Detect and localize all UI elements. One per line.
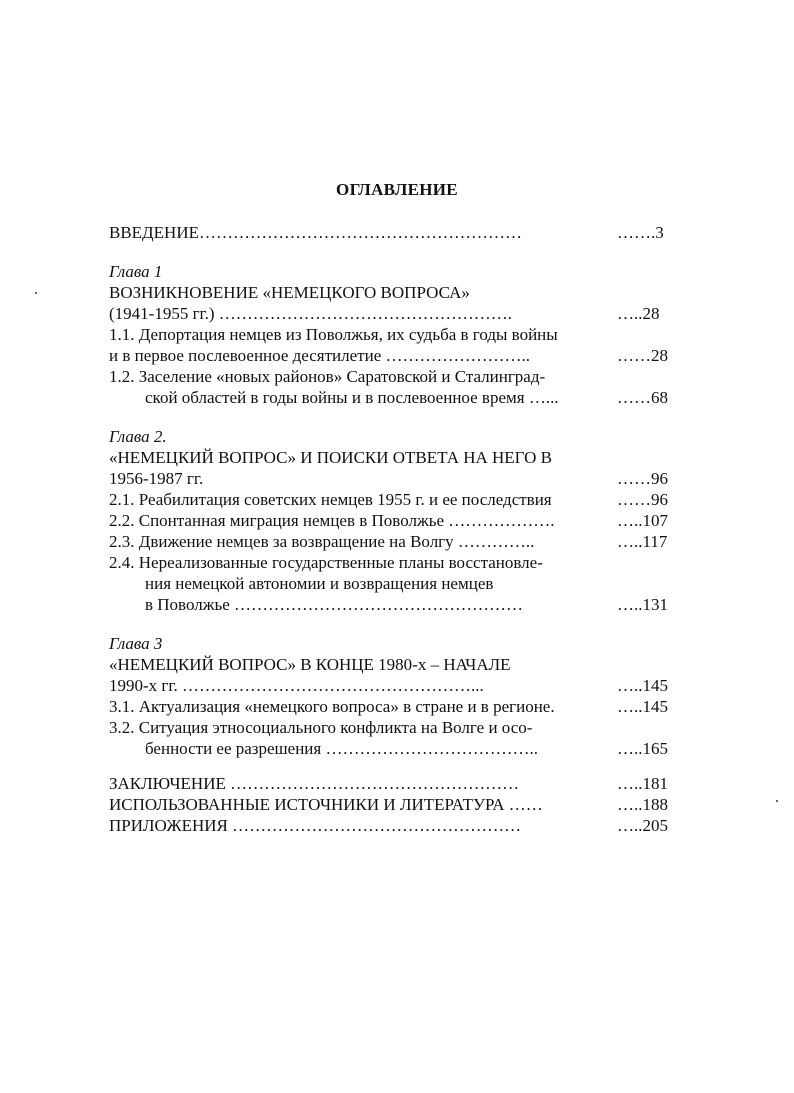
toc-entry-1-2-line1[interactable]: 1.2. Заселение «новых районов» Саратовской и Сталинград-	[109, 367, 546, 386]
toc-entry-page: ……96	[617, 469, 668, 488]
toc-entry-text: ской областей в годы войны и в послевоенное время …...	[145, 388, 559, 407]
toc-entry-page: …..145	[617, 697, 668, 716]
toc-entry-text: ВВЕДЕНИЕ…………………………………………………	[109, 223, 522, 242]
toc-entry-page: …..117	[617, 532, 668, 551]
toc-entry-chapter-2[interactable]	[109, 468, 679, 489]
toc-entry-text: 2.3. Движение немцев за возвращение на Волгу …………..	[109, 532, 535, 551]
toc-entry-page: …..188	[617, 795, 668, 814]
toc-entry-page: …..107	[617, 511, 668, 530]
stray-mark-right	[776, 800, 778, 802]
table-of-contents	[109, 222, 679, 836]
chapter-2-heading: «НЕМЕЦКИЙ ВОПРОС» И ПОИСКИ ОТВЕТА НА НЕГО В	[109, 448, 552, 467]
toc-entry-text: 3.1. Актуализация «немецкого вопроса» в стране и в регионе.	[109, 697, 555, 716]
toc-entry-2-4-line1[interactable]: 2.4. Нереализованные государственные планы восстановле-	[109, 553, 543, 572]
toc-entry-2-4-line2[interactable]: ния немецкой автономии и возвращения немцев	[145, 574, 494, 593]
toc-entry-text: бенности ее разрешения ………………………………..	[145, 739, 538, 758]
toc-entry-page: …..28	[617, 304, 660, 323]
toc-entry-text: ПРИЛОЖЕНИЯ ……………………………………………	[109, 816, 522, 835]
toc-entry-text: и в первое послевоенное десятилетие ……………………..	[109, 346, 530, 365]
toc-entry-3-1[interactable]	[109, 696, 679, 717]
toc-entry-1-1-line1[interactable]: 1.1. Депортация немцев из Поволжья, их судьба в годы войны	[109, 325, 558, 344]
toc-entry-text: ИСПОЛЬЗОВАННЫЕ ИСТОЧНИКИ И ЛИТЕРАТУРА ……	[109, 795, 543, 814]
toc-entry-2-4[interactable]	[109, 594, 679, 615]
toc-entry-text: 2.2. Спонтанная миграция немцев в Поволжье ……………….	[109, 511, 555, 530]
toc-entry-text: в Поволжье ……………………………………………	[145, 595, 524, 614]
toc-entry-chapter-1[interactable]	[109, 303, 679, 324]
chapter-1-heading: ВОЗНИКНОВЕНИЕ «НЕМЕЦКОГО ВОПРОСА»	[109, 283, 470, 302]
toc-entry-text: (1941-1955 гг.) …………………………………………….	[109, 304, 513, 323]
toc-entry-3-2[interactable]	[109, 738, 679, 759]
toc-entry-page: …..131	[617, 595, 668, 614]
toc-entry-page: …..165	[617, 739, 668, 758]
toc-entry-conclusion[interactable]	[109, 773, 679, 794]
toc-entry-3-2-line1[interactable]: 3.2. Ситуация этносоциального конфликта на Волге и осо-	[109, 718, 533, 737]
toc-entry-page: …….3	[617, 223, 664, 242]
toc-entry-2-2[interactable]	[109, 510, 679, 531]
toc-entry-chapter-3[interactable]	[109, 675, 679, 696]
chapter-1-label: Глава 1	[109, 262, 163, 281]
toc-entry-2-1[interactable]	[109, 489, 679, 510]
toc-entry-page: ……96	[617, 490, 668, 509]
chapter-3-label: Глава 3	[109, 634, 163, 653]
toc-entry-text: ЗАКЛЮЧЕНИЕ ……………………………………………	[109, 774, 520, 793]
toc-entry-sources[interactable]	[109, 794, 679, 815]
toc-entry-text: 1956-1987 гг.	[109, 469, 204, 488]
toc-entry-page: …..205	[617, 816, 668, 835]
toc-entry-1-1[interactable]	[109, 345, 679, 366]
toc-entry-page: …..181	[617, 774, 668, 793]
toc-entry-text: 1990-х гг. ……………………………………………...	[109, 676, 484, 695]
toc-entry-page: ……28	[617, 346, 668, 365]
toc-entry-text: 2.1. Реабилитация советских немцев 1955 г. и ее последствия	[109, 490, 552, 509]
toc-entry-appendix[interactable]	[109, 815, 679, 836]
toc-entry-page: …..145	[617, 676, 668, 695]
chapter-3-heading: «НЕМЕЦКИЙ ВОПРОС» В КОНЦЕ 1980-х – НАЧАЛЕ	[109, 655, 511, 674]
toc-entry-intro[interactable]	[109, 222, 679, 243]
page-title: ОГЛАВЛЕНИЕ	[336, 180, 458, 199]
stray-mark-left	[35, 292, 37, 294]
chapter-2-label: Глава 2.	[109, 427, 167, 446]
toc-entry-2-3[interactable]	[109, 531, 679, 552]
toc-entry-1-2[interactable]	[109, 387, 679, 408]
toc-entry-page: ……68	[617, 388, 668, 407]
